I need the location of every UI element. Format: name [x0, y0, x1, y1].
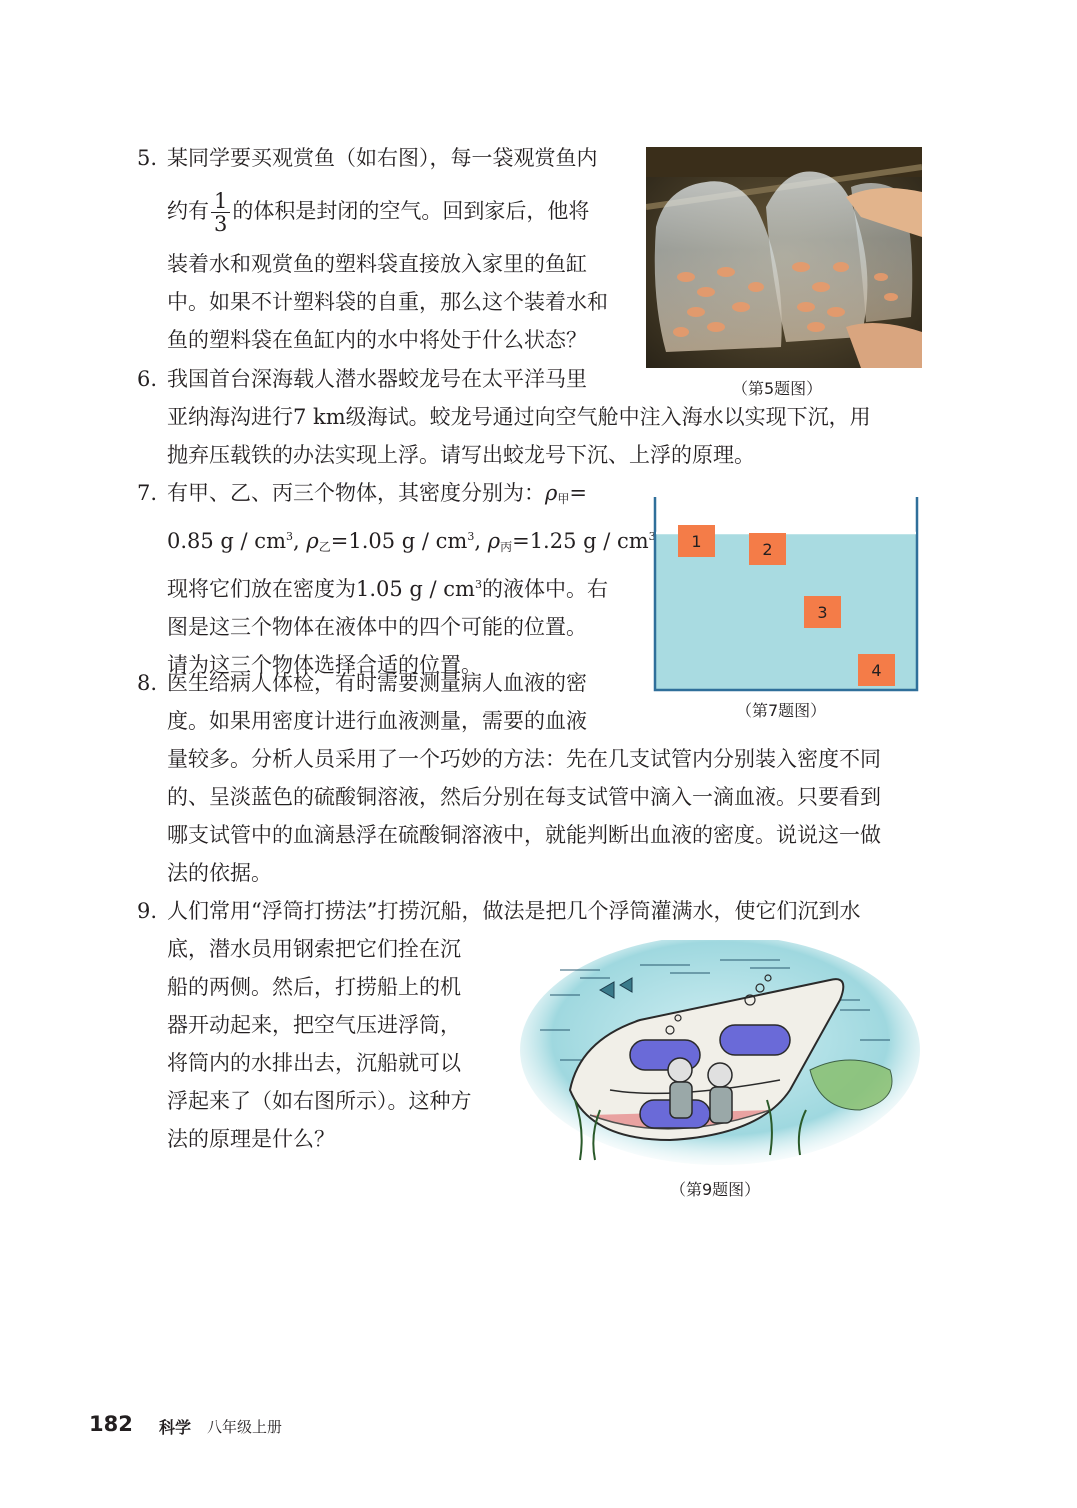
question-7-number: 7. [137, 481, 158, 505]
question-8-text [167, 664, 881, 892]
question-6-number: 6. [137, 367, 158, 391]
equals-sign: = [512, 529, 530, 553]
question-5-text [167, 139, 608, 359]
rho-symbol: ρ [545, 481, 558, 505]
question-5-number: 5. [137, 146, 158, 170]
page-number: 182 [89, 1412, 133, 1436]
q5-line-2a: 约有 [167, 199, 209, 223]
q7-line-1-text: 有甲、乙、丙三个物体，其密度分别为： [167, 481, 545, 505]
q7-line-3b: 的液体中。右 [481, 577, 608, 601]
q7-line-3 [167, 566, 677, 608]
box-3-label: 3 [817, 603, 828, 622]
subscript-yi: 乙 [318, 540, 331, 554]
box-2 [749, 533, 786, 565]
question-6-text [167, 360, 871, 474]
q5-line-3: 装着水和观赏鱼的塑料袋直接放入家里的鱼缸 [167, 252, 587, 276]
subscript-bing: 丙 [500, 540, 513, 554]
cube-superscript: 3 [285, 530, 293, 543]
q9-line-6: 浮起来了（如右图所示）。这种方 [167, 1089, 472, 1113]
subscript-jia: 甲 [557, 492, 570, 506]
q9-line-1: 人们常用“浮筒打捞法”打捞沉船，做法是把几个浮筒灌满水，使它们沉到水 [167, 899, 861, 923]
box-1 [678, 525, 715, 557]
q9-line-3: 船的两侧。然后，打捞船上的机 [167, 975, 461, 999]
q8-line-1: 医生给病人体检，有时需要测量病人血液的密 [167, 671, 587, 695]
cube-superscript: 3 [467, 530, 475, 543]
comma: , [474, 529, 482, 553]
q9-line-5: 将筒内的水排出去，沉船就可以 [167, 1051, 461, 1075]
fraction-one-third [211, 190, 230, 235]
cube-superscript: 3 [648, 530, 656, 543]
comma: , [292, 529, 300, 553]
q8-line-6: 法的依据。 [167, 861, 272, 885]
q7-line-3a: 现将它们放在密度为1.05 g / cm [167, 577, 475, 601]
q6-line-3: 抛弃压载铁的办法实现上浮。请写出蛟龙号下沉、上浮的原理。 [167, 443, 755, 467]
q9-line-4: 器开动起来，把空气压进浮筒， [167, 1013, 461, 1037]
book-title: 科学 [159, 1418, 192, 1437]
density-bing: 1.25 g / cm [529, 529, 649, 553]
fraction-numerator: 1 [211, 190, 230, 213]
q7-line-4: 图是这三个物体在液体中的四个可能的位置。 [167, 615, 587, 639]
density-yi: 1.05 g / cm [348, 529, 468, 553]
q6-line-2: 亚纳海沟进行7 km级海试。蛟龙号通过向空气舱中注入海水以实现下沉，用 [167, 405, 871, 429]
box-3 [804, 596, 841, 628]
figure-5-caption: （第5题图） [732, 379, 823, 398]
grade-label: 八年级上册 [207, 1418, 283, 1436]
fish-bags-image [646, 147, 922, 368]
q9-line-2: 底，潜水员用钢索把它们拴在沉 [167, 937, 461, 961]
q8-line-5: 哪支试管中的血滴悬浮在硫酸铜溶液中，就能判断出血液的密度。说说这一做 [167, 823, 881, 847]
salvage-illustration [520, 940, 920, 1170]
fraction-denominator: 3 [214, 212, 228, 236]
q8-line-2: 度。如果用密度计进行血液测量，需要的血液 [167, 709, 587, 733]
density-jia: 0.85 g / cm [167, 529, 286, 553]
q5-line-5: 鱼的塑料袋在鱼缸内的水中将处于什么状态？ [167, 328, 587, 352]
equals-sign: = [569, 481, 587, 505]
q9-line-7: 法的原理是什么？ [167, 1127, 335, 1151]
salvage-svg [520, 940, 920, 1170]
question-7-text [167, 474, 677, 684]
box-4-label: 4 [871, 661, 882, 680]
rho-symbol: ρ [487, 529, 501, 553]
question-9-number: 9. [137, 899, 158, 923]
box-1-label: 1 [691, 532, 702, 551]
q5-line-4: 中。如果不计塑料袋的自重，那么这个装着水和 [167, 290, 608, 314]
rho-symbol: ρ [306, 529, 319, 553]
equals-sign: = [330, 529, 349, 553]
fish-bags-photo [646, 147, 922, 368]
box-2-label: 2 [762, 540, 773, 559]
question-8-number: 8. [137, 671, 158, 695]
cube-superscript: 3 [474, 578, 482, 591]
q8-line-3: 量较多。分析人员采用了一个巧妙的方法：先在几支试管内分别装入密度不同 [167, 747, 881, 771]
q6-line-1: 我国首台深海载人潜水器蛟龙号在太平洋马里 [167, 367, 587, 391]
q5-line-2 [167, 177, 608, 245]
figure-9-caption: （第9题图） [670, 1180, 761, 1199]
figure-7-caption: （第7题图） [736, 701, 827, 720]
q7-line-2 [167, 518, 677, 566]
q5-line-1: 某同学要买观赏鱼（如右图），每一袋观赏鱼内 [167, 146, 598, 170]
q7-line-5: 请为这三个物体选择合适的位置。 [167, 653, 482, 677]
q8-line-4: 的、呈淡蓝色的硫酸铜溶液，然后分别在每支试管中滴入一滴血液。只要看到 [167, 785, 881, 809]
q5-line-2b: 的体积是封闭的空气。回到家后，他将 [232, 199, 590, 223]
q7-line-1 [167, 474, 677, 518]
